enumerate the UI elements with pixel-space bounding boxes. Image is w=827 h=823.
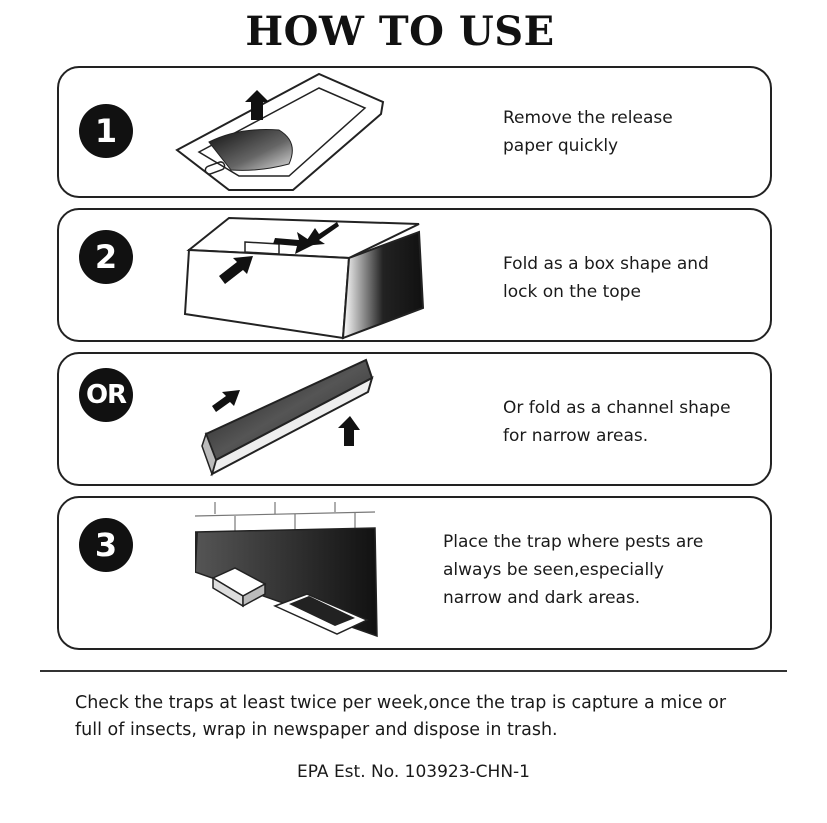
step-2-text: Fold as a box shape and lock on the tope: [503, 254, 709, 302]
trap-placement-illustration: [195, 502, 395, 648]
divider: [40, 670, 787, 672]
step-3-panel: [57, 496, 772, 650]
step-or-text: Or fold as a channel shape for narrow areas.: [503, 398, 731, 446]
box-fold-illustration: [179, 214, 439, 340]
step-or-panel: [57, 352, 772, 486]
release-paper-illustration: [169, 72, 399, 196]
epa-registration: EPA Est. No. 103923-CHN-1: [297, 762, 530, 782]
step-2-badge: 2: [79, 230, 133, 284]
disposal-note: Check the traps at least twice per week,once the trap is capture a mice or full of insects, wrap in newspaper and dispose in trash.: [75, 693, 727, 740]
step-1-badge: 1: [79, 104, 133, 158]
arrow-up-icon: [338, 416, 360, 446]
channel-fold-illustration: [194, 356, 384, 484]
step-1-text: Remove the release paper quickly: [503, 108, 673, 156]
step-or-badge: OR: [79, 368, 133, 422]
page-title: HOW TO USE: [245, 8, 555, 55]
step-3-badge: 3: [79, 518, 133, 572]
step-1-panel: [57, 66, 772, 198]
arrow-up-right-icon: [212, 390, 240, 412]
step-3-text: Place the trap where pests are always be seen,especially narrow and dark areas.: [443, 532, 704, 608]
step-2-panel: [57, 208, 772, 342]
